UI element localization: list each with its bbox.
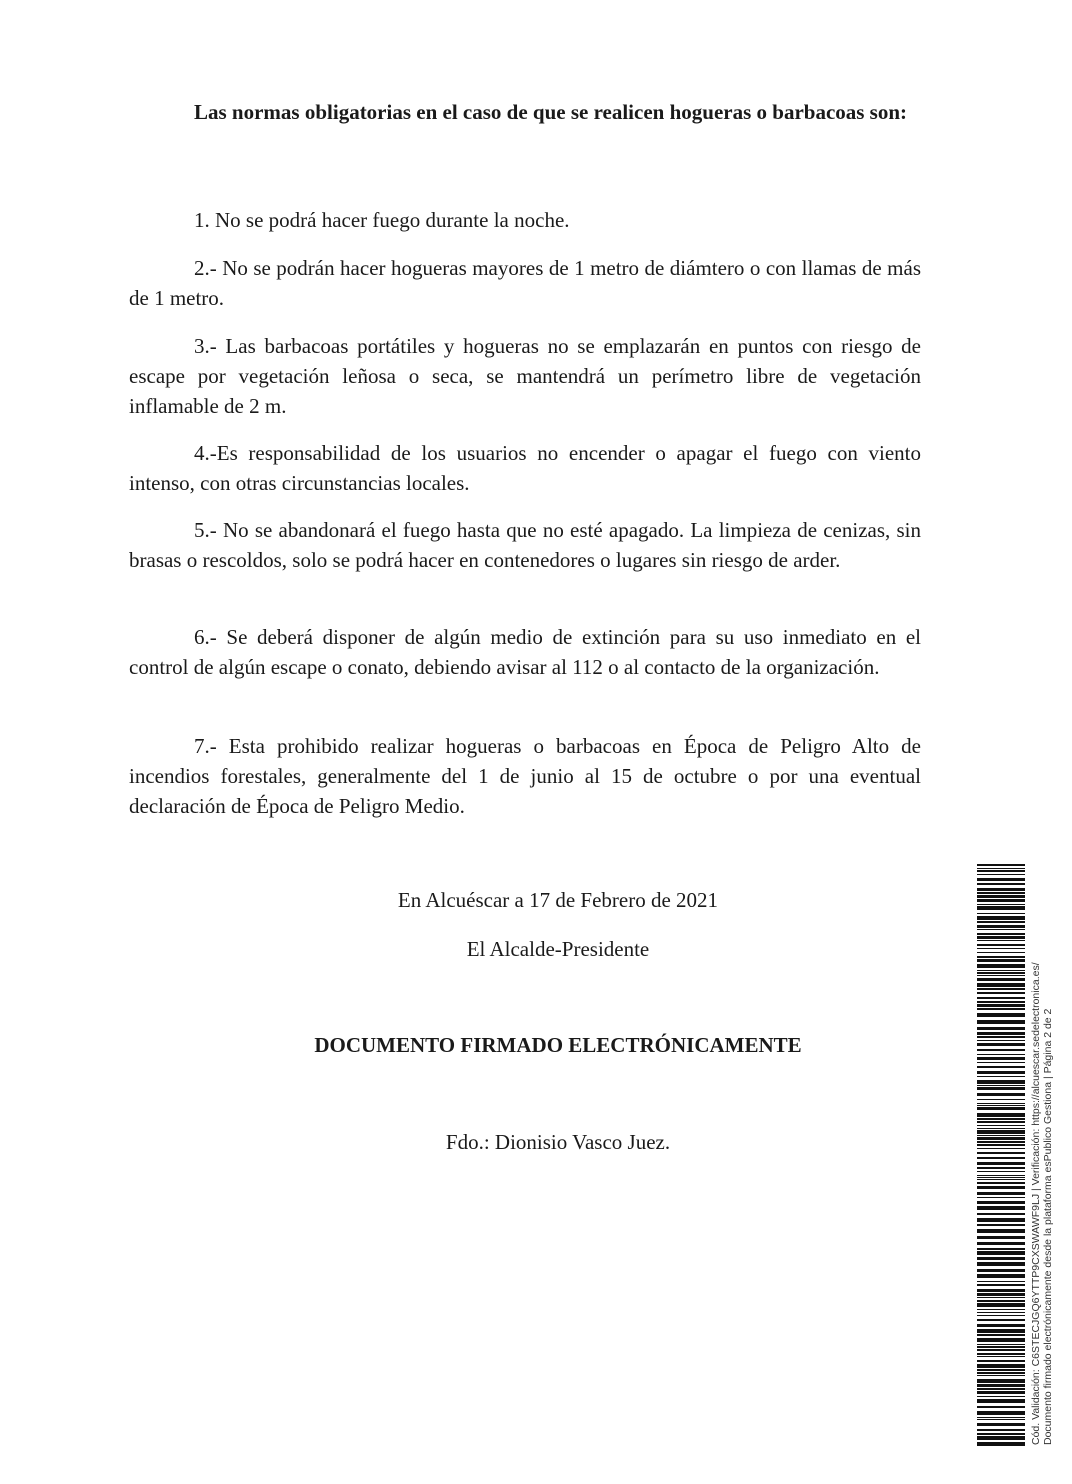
barcode-bar (977, 944, 1025, 946)
barcode-bar (977, 925, 1025, 928)
barcode-bar (977, 1360, 1025, 1362)
barcode-bar (977, 895, 1025, 898)
barcode-bar (977, 956, 1025, 958)
barcode-bar (977, 916, 1025, 920)
barcode-bar (977, 1197, 1025, 1198)
barcode-bar (977, 1289, 1025, 1292)
barcode-bar (977, 1020, 1025, 1024)
barcode-bar (977, 1128, 1025, 1129)
barcode-bar (977, 1379, 1025, 1383)
barcode-bar (977, 1274, 1025, 1278)
barcode-bar (977, 1281, 1025, 1282)
barcode-bar (977, 1057, 1025, 1060)
signature-line: Fdo.: Dionisio Vasco Juez. (445, 1130, 671, 1154)
barcode-bar (977, 1369, 1025, 1371)
barcode-bar (977, 948, 1025, 949)
barcode-bar (977, 1206, 1025, 1210)
barcode-bar (977, 874, 1025, 875)
barcode-bar (977, 1324, 1025, 1327)
barcode-bar (977, 1137, 1025, 1140)
barcode-bar (977, 1004, 1025, 1007)
rule-item-6: 6.- Se deberá disponer de algún medio de extinción para su uso inmediato en el control de algún escape o conato, debiendo avisar al 112 o al contacto de la organización. (129, 625, 921, 679)
barcode-bar (977, 1417, 1025, 1418)
barcode-bar (977, 1338, 1025, 1342)
barcode-bar (977, 1066, 1025, 1068)
barcode-bar (977, 1433, 1025, 1435)
barcode-bar (977, 1135, 1025, 1136)
barcode-bar (977, 906, 1025, 910)
barcode-bar (977, 1436, 1025, 1440)
rule-item-2: 2.- No se podrán hacer hogueras mayores de 1 metro de diámtero o con llamas de más de 1 metro. (129, 256, 921, 310)
barcode-bar (977, 1384, 1025, 1387)
barcode-bar (977, 940, 1025, 941)
barcode-bar (977, 992, 1025, 994)
barcode-bar (977, 1036, 1025, 1038)
barcode-bar (977, 1182, 1025, 1184)
barcode-bar (977, 970, 1025, 971)
rules-heading: Las normas obligatorias en el caso de que se realicen hogueras o barbacoas son: (194, 100, 908, 124)
verification-line-1: Cód. Validación: C6STECJGQ6YTTP9CXSWAWF9LJ | Verificación: https://alcuescar.sedelectronica.es/ (1030, 962, 1042, 1445)
barcode-bar (977, 1040, 1025, 1041)
barcode-bar (977, 1167, 1025, 1169)
barcode-bar (977, 1148, 1025, 1149)
barcode-bar (977, 913, 1025, 914)
barcode-bar (977, 1093, 1025, 1096)
signer-role: El Alcalde-Presidente (466, 937, 650, 961)
barcode-bar (977, 878, 1025, 881)
barcode-bar (977, 1312, 1025, 1313)
barcode-bar (977, 1001, 1025, 1003)
barcode-bar (977, 1177, 1025, 1178)
rule-item-1: 1. No se podrá hacer fuego durante la noche. (194, 208, 570, 232)
barcode-bar (977, 1344, 1025, 1345)
barcode-bar (977, 959, 1025, 962)
barcode-bar (977, 864, 1025, 866)
barcode-bar (977, 1229, 1025, 1233)
barcode-bar (977, 1262, 1025, 1266)
barcode-bar (977, 1179, 1025, 1180)
barcode-bar (977, 1257, 1025, 1260)
barcode-bar (977, 1162, 1025, 1165)
barcode-bar (977, 1375, 1025, 1376)
barcode-bar (977, 1364, 1025, 1368)
barcode-bar (977, 1027, 1025, 1030)
barcode-bar (977, 1356, 1025, 1357)
barcode-bar (977, 1442, 1025, 1446)
barcode-bar (977, 1303, 1025, 1307)
barcode-bar (977, 899, 1025, 902)
barcode-bar (977, 1192, 1025, 1195)
barcode-bar (977, 1309, 1025, 1310)
barcode-bar (977, 1087, 1025, 1090)
barcode-bar (977, 1062, 1025, 1063)
barcode-bar (977, 1107, 1025, 1110)
barcode-bar (977, 978, 1025, 981)
barcode-bar (977, 1218, 1025, 1222)
rule-item-5: 5.- No se abandonará el fuego hasta que no esté apagado. La limpieza de cenizas, sin brasas o rescoldos, solo se podrá hacer en contenedores o lugares sin riesgo de arder. (129, 518, 921, 572)
barcode-bar (977, 1224, 1025, 1226)
barcode-bar (977, 952, 1025, 953)
barcode-bar (977, 1171, 1025, 1172)
barcode-bar (977, 1319, 1025, 1321)
barcode-bar (977, 1399, 1025, 1403)
barcode-bar (977, 1049, 1025, 1051)
barcode-bar (977, 1175, 1025, 1176)
barcode-bar (977, 1186, 1025, 1189)
barcode-bar (977, 1334, 1025, 1336)
barcode-bar (977, 1284, 1025, 1286)
barcode-bar (977, 933, 1025, 935)
barcode-bar (977, 883, 1025, 885)
barcode-bar (977, 1372, 1025, 1374)
barcode-bar (977, 1213, 1025, 1215)
barcode-bar (977, 1248, 1025, 1250)
barcode-bar (977, 1103, 1025, 1104)
barcode-bar (977, 1406, 1025, 1408)
verification-text (1030, 855, 1054, 1445)
rule-item-7: 7.- Esta prohibido realizar hogueras o barbacoas en Época de Peligro Alto de incendios forestales, generalmente del 1 de junio al 15 de octubre o por una eventual declaración de Época de Peligro Medio. (129, 734, 921, 818)
barcode-bar (977, 1251, 1025, 1255)
barcode-bar (977, 1242, 1025, 1245)
barcode-bar (977, 1391, 1025, 1394)
barcode-bar (977, 888, 1025, 891)
barcode-bar (977, 921, 1025, 923)
barcode-bar (977, 1141, 1025, 1143)
barcode-bar (977, 1329, 1025, 1333)
barcode-bar (977, 1113, 1025, 1117)
barcode-bar (977, 1423, 1025, 1426)
barcode-bar (977, 972, 1025, 974)
rule-item-4: 4.-Es responsabilidad de los usuarios no encender o apagar el fuego con viento intenso, con otras circunstancias locales. (129, 441, 921, 495)
barcode-bar (977, 1396, 1025, 1397)
verification-line-2: Documento firmado electrónicamente desde la plataforma esPublico Gestiona | Página 2 de 2 (1042, 1008, 1054, 1445)
barcode-bar (977, 997, 1025, 999)
barcode-bar (977, 1099, 1025, 1100)
barcode-bar (977, 1297, 1025, 1298)
barcode-bar (977, 1388, 1025, 1390)
barcode-bar (977, 1411, 1025, 1415)
barcode-bar (977, 1054, 1025, 1055)
barcode-bar (977, 892, 1025, 894)
barcode-bar (977, 1269, 1025, 1272)
barcode-bar (977, 870, 1025, 872)
barcode-bar (977, 1013, 1025, 1017)
barcode-bar (977, 1429, 1025, 1431)
rule-item-3: 3.- Las barbacoas portátiles y hogueras no se emplazarán en puntos con riesgo de escape por vegetación leñosa o seca, se mantendrá un perímetro libre de vegetación inflamable de 2 m. (129, 334, 921, 418)
barcode-bar (977, 1152, 1025, 1154)
barcode-bar (977, 868, 1025, 869)
barcode-bar (977, 1043, 1025, 1046)
barcode-bar (977, 964, 1025, 968)
place-date: En Alcuéscar a 17 de Febrero de 2021 (397, 888, 719, 912)
barcode-bar (977, 1105, 1025, 1106)
barcode-bar (977, 975, 1025, 976)
signed-notice: DOCUMENTO FIRMADO ELECTRÓNICAMENTE (314, 1033, 802, 1057)
barcode-bar (977, 1349, 1025, 1351)
barcode-bar (977, 1293, 1025, 1296)
barcode-bar (977, 929, 1025, 930)
barcode-bar (977, 1201, 1025, 1204)
barcode-bar (977, 1130, 1025, 1134)
barcode-bar (977, 1315, 1025, 1316)
barcode-bar (977, 1076, 1025, 1077)
barcode-bar (977, 1085, 1025, 1086)
barcode-bar (977, 1300, 1025, 1302)
barcode-bar (977, 1080, 1025, 1084)
barcode-bar (977, 1008, 1025, 1010)
barcode-bar (977, 1125, 1025, 1126)
validation-barcode (977, 864, 1025, 1446)
barcode-bar (977, 1144, 1025, 1146)
barcode-bar (977, 1419, 1025, 1420)
barcode-bar (977, 1346, 1025, 1348)
barcode-bar (977, 936, 1025, 939)
barcode-bar (977, 1118, 1025, 1120)
barcode-bar (977, 983, 1025, 987)
barcode-bar (977, 1121, 1025, 1123)
barcode-bar (977, 1236, 1025, 1239)
barcode-bar (977, 1157, 1025, 1159)
barcode-bar (977, 1071, 1025, 1074)
barcode-bar (977, 1032, 1025, 1035)
barcode-bar (977, 988, 1025, 990)
barcode-bar (977, 904, 1025, 905)
barcode-bar (977, 1353, 1025, 1355)
